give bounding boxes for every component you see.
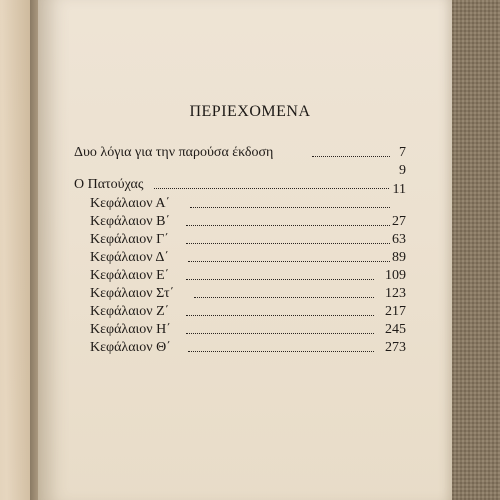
- leader-dots: [186, 315, 374, 316]
- toc-entry-title: Κεφάλαιον Ζ΄: [90, 304, 170, 319]
- toc-entry: [90, 213, 414, 231]
- leader-dots: [190, 207, 390, 208]
- toc-entry: [90, 321, 414, 339]
- leader-dots: [154, 188, 389, 189]
- toc-entry: [90, 267, 414, 285]
- toc-entry-title: Ο Πατούχας: [74, 177, 144, 192]
- toc-entry: [90, 303, 414, 321]
- toc-entry-title: Δυο λόγια για την παρούσα έκδοση: [74, 145, 274, 160]
- toc-entry: [74, 144, 414, 162]
- toc-entry-page: 109: [385, 268, 406, 283]
- toc-entry-page: 273: [385, 340, 406, 355]
- toc-entry-page: 9: [399, 163, 406, 178]
- toc-entry: [90, 249, 414, 267]
- toc-entry-title: Κεφάλαιον Η΄: [90, 322, 171, 337]
- toc-entry: [90, 285, 414, 303]
- toc-entry-title: Κεφάλαιον Στ΄: [90, 286, 175, 301]
- leader-dots: [188, 351, 374, 352]
- toc-entry: [74, 163, 414, 194]
- toc-entry-page: 89: [392, 250, 406, 265]
- leader-dots: [186, 225, 390, 226]
- toc-entry-title: Κεφάλαιον Δ΄: [90, 250, 170, 265]
- toc-entry-title: Κεφάλαιον Γ΄: [90, 232, 169, 247]
- leader-dots: [186, 243, 390, 244]
- toc-entry-title: Κεφάλαιον Α΄: [90, 196, 171, 211]
- toc-entry: [90, 339, 414, 357]
- leader-dots: [186, 279, 374, 280]
- toc-entry-page: 11: [392, 182, 406, 197]
- toc-entry-title: Κεφάλαιον Ε΄: [90, 268, 170, 283]
- toc-entry-page: 123: [385, 286, 406, 301]
- toc-entry: [90, 231, 414, 249]
- toc-entry-page: 7: [399, 145, 406, 160]
- toc-entry-title: Κεφάλαιον Θ΄: [90, 340, 171, 355]
- toc-entry-page: 63: [392, 232, 406, 247]
- leader-dots: [194, 297, 374, 298]
- leader-dots: [188, 261, 390, 262]
- toc-entry-page: 245: [385, 322, 406, 337]
- toc-entry-title: Κεφάλαιον Β΄: [90, 214, 171, 229]
- toc-entry-page: 217: [385, 304, 406, 319]
- toc-heading: ΠΕΡΙΕΧΟΜΕΝΑ: [189, 103, 311, 120]
- leader-dots: [186, 333, 374, 334]
- toc-entry-page: 27: [392, 214, 406, 229]
